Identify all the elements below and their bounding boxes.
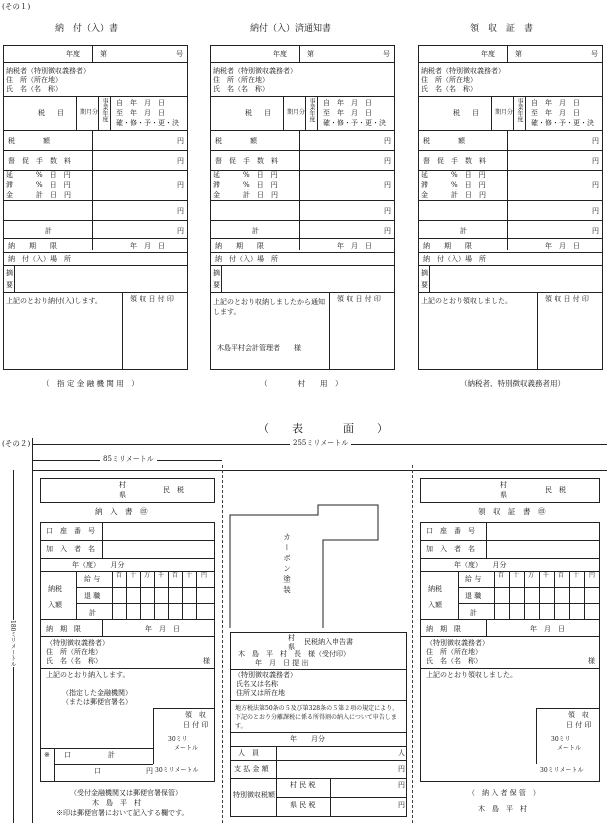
rate-row: 計 日 円 (451, 191, 486, 199)
dai-label: 第 (307, 50, 314, 58)
kin-char: 金 (421, 191, 428, 199)
digit-label: 百 (172, 572, 179, 579)
form-title: 納 付（入）書 (55, 24, 119, 34)
tekiyo-char: 摘 (213, 269, 220, 277)
payer-label: 納税者（特別徴収義務者） (213, 67, 297, 75)
kei-label: 計 (89, 609, 96, 617)
tokusoku-label: 督 促 手 数 料 (423, 157, 486, 165)
digit-label: 百 (558, 572, 565, 579)
footer-line: 木 島 平 村 (478, 805, 527, 813)
form-title: 納付（入）済通知書 (250, 24, 332, 34)
en-unit: 円 (592, 137, 599, 145)
dim-label: 30ミリメートル (540, 767, 584, 774)
kome-mark: ※ (44, 751, 50, 759)
en-unit: 円 (384, 227, 391, 235)
statement: 上記のとおり領収しました。 (426, 671, 517, 679)
top-label: (その１) (2, 2, 31, 11)
nendo-label: 年度 (273, 50, 287, 58)
statement: 上記のとおり収納しましたから通知します。 (213, 298, 325, 316)
address-label: 住所又は所在地 (236, 689, 285, 697)
nendo-label: 年度 (66, 50, 80, 58)
address-label: 住 所（所在地） (46, 648, 102, 656)
nouzei-label: 納税 (428, 585, 442, 593)
kei-label: 計 (108, 751, 115, 759)
mura-label: 村 (119, 481, 126, 489)
en-unit: 円 (177, 227, 184, 235)
nyuugaku-label: 入額 (48, 601, 62, 609)
digit-label: 円 (589, 572, 596, 579)
nengappi: 年 月 日 (530, 625, 565, 633)
en-unit: 円 (384, 157, 391, 165)
name-label: 氏 名（名 称） (46, 657, 102, 665)
stamp-label: 領 収 日 付 印 (337, 295, 381, 303)
rate-row: % 日 円 (243, 171, 278, 179)
zeigaku-label: 税 額 (423, 137, 465, 145)
zeigaku-label: 税 額 (215, 137, 257, 145)
tokucho-label: （特別徴収義務者） (426, 639, 489, 647)
ji-row: 自 年 月 日 (323, 99, 372, 107)
carbon-label: カーボン塗装 (282, 533, 292, 596)
name-label: 氏 名（名 称） (426, 657, 482, 665)
kuchi-label: 口 (64, 751, 71, 759)
noukigen-label: 納 期 限 (426, 625, 461, 633)
nendo-tsuki: 年（度） 月分 (72, 561, 125, 569)
form-frame (418, 45, 603, 370)
tekiyo-char: 摘 (421, 269, 428, 277)
go-label: 号 (383, 50, 390, 58)
stamp-label: 日 付 印 (566, 721, 592, 729)
payer-label: 納税者（特別徴収義務者） (421, 67, 505, 75)
digit-label: 十 (130, 572, 137, 579)
teishutsu: 年 月 日 提 出 (255, 659, 309, 667)
nyuugaku-label: 入額 (428, 601, 442, 609)
form-footer: （ 指 定 金 融 機 関 用 ） (42, 379, 139, 388)
mura-chou: 木 島 平 村 長 様（受付印） (238, 650, 350, 658)
en-unit: 円 (592, 207, 599, 215)
perforation (222, 465, 223, 823)
form-footer: （ 村 用 ） (260, 379, 343, 388)
en-unit: 円 (398, 801, 405, 809)
nendo-tsuki: 年（度） 月分 (454, 561, 507, 569)
form-frame (210, 45, 395, 370)
en-unit: 円 (146, 767, 153, 775)
stamp-label: 領 収 日 付 印 (130, 295, 174, 303)
dim-label: 30ミリメートル (155, 767, 199, 774)
en-unit: 円 (592, 157, 599, 165)
tekiyo-char: 要 (6, 281, 13, 289)
shinkoku-title: 民税納入申告書 (304, 638, 353, 646)
nin-unit: 人 (398, 749, 405, 757)
en-unit: 円 (384, 181, 391, 189)
address-label: 住 所（所在地） (426, 648, 482, 656)
shikyu-label: 支 払 金 額 (234, 765, 269, 773)
tekiyo-char: 要 (421, 281, 428, 289)
digit-label: 万 (144, 572, 151, 579)
tekiyo-char: 要 (213, 281, 220, 289)
nengappi: 年 月 日 (145, 625, 180, 633)
zeigaku-label: 税 額 (8, 137, 50, 145)
kenminzei-label: 県 民 税 (290, 801, 316, 809)
perforation (412, 465, 413, 823)
mura-label: 村 (500, 481, 507, 489)
width-total-label: 255ミリメートル (290, 440, 351, 447)
digit-label: 十 (513, 572, 520, 579)
statement: 上記のとおり納入します。 (46, 671, 130, 679)
en-unit: 円 (398, 781, 405, 789)
digit-label: 百 (498, 572, 505, 579)
noukigen-label: 納 期 限 (46, 625, 81, 633)
minzei-label: 民 税 (163, 486, 184, 494)
minzei-label: 民 税 (545, 486, 566, 494)
stamp-label: 日 付 印 (183, 721, 209, 729)
rate-row: % 日 円 (36, 181, 71, 189)
digit-label: 十 (186, 572, 193, 579)
digit-label: 千 (158, 572, 165, 579)
name-label: 氏 名（名 称） (6, 85, 62, 93)
place-label: 納 付（入）場 所 (8, 255, 71, 263)
tai-char: 滞 (213, 181, 220, 189)
en-unit: 円 (592, 181, 599, 189)
en-unit: 円 (177, 207, 184, 215)
kinyu-label: （指定した金融機関） (62, 689, 132, 697)
kiwake-label: 期月分 (495, 109, 514, 116)
en-unit: 円 (398, 765, 405, 773)
tai-char: 滞 (6, 181, 13, 189)
dim-label: メートル (174, 745, 199, 752)
nengappi: 年 月 日 (337, 242, 372, 250)
digit-label: 十 (573, 572, 580, 579)
en-unit: 円 (177, 137, 184, 145)
address-label: 住 所（所在地） (421, 76, 477, 84)
omote-heading: （ 表 面 ） (258, 422, 394, 435)
bottom-label: (その２) (2, 439, 31, 448)
dai-label: 第 (100, 50, 107, 58)
place-label: 納 付（入）場 所 (215, 255, 278, 263)
kubun-row: 確・修・予・更・決 (116, 119, 179, 127)
itaru-row: 至 年 月 日 (531, 109, 580, 117)
form-frame (3, 45, 188, 370)
kaikei-label: 木島平村会計管理者 様 (217, 344, 301, 352)
zei-label: 税 (38, 109, 45, 117)
noukigen-label: 納 期 限 (8, 242, 57, 250)
digit-label: 千 (543, 572, 550, 579)
kiwake-label: 期月分 (80, 109, 99, 116)
form-title: 領 収 証 書 (470, 24, 534, 34)
dim-label: メートル (557, 745, 582, 752)
kei-label: 計 (460, 227, 467, 235)
en-char: 延 (421, 171, 428, 179)
kanyu-label: 加 入 者 名 (426, 545, 475, 553)
dim-label: 30ミリ (168, 736, 188, 743)
itaru-row: 至 年 月 日 (116, 109, 165, 117)
rate-row: 計 日 円 (36, 191, 71, 199)
kubun-row: 確・修・予・更・決 (531, 119, 594, 127)
tokusoku-label: 督 促 手 数 料 (215, 157, 278, 165)
footer-line: （受付金融機関又は郵便官署保管） (70, 789, 182, 797)
nengappi: 年 月 日 (130, 242, 165, 250)
koza-label: 口 座 番 号 (46, 527, 95, 535)
tokucho-label: （特別徴収義務者） (234, 671, 297, 679)
zei-label: 税 (245, 109, 252, 117)
rate-row: 計 日 円 (243, 191, 278, 199)
kyuyo-label: 給 与 (465, 575, 482, 583)
go-label: 号 (591, 50, 598, 58)
en-unit: 円 (592, 227, 599, 235)
kei-label: 計 (252, 227, 259, 235)
tokusoku-label: 督 促 手 数 料 (8, 157, 71, 165)
tekiyo-char: 摘 (6, 269, 13, 277)
form-footer: （納税者、特別徴収義務者用） (460, 379, 565, 388)
kiwake-label: 期月分 (287, 109, 306, 116)
en-unit: 円 (384, 207, 391, 215)
kuchi-label: 口 (94, 767, 101, 775)
taishoku-label: 退 職 (84, 592, 101, 600)
jigyo-nendo-label: 事業年度 (308, 98, 315, 122)
name-label: 氏 名（名 称） (213, 85, 269, 93)
kin-char: 金 (6, 191, 13, 199)
sama-label: 様 (588, 657, 595, 665)
stamp-label: 領 収 (568, 711, 589, 719)
ji-row: 自 年 月 日 (531, 99, 580, 107)
kubun-row: 確・修・予・更・決 (323, 119, 386, 127)
height-total-label: 180ミリメートル (9, 620, 16, 668)
zei-label: 税 (453, 109, 460, 117)
tai-char: 滞 (421, 181, 428, 189)
footer-line: （ 納 入 者 保 管 ） (468, 789, 540, 797)
tokucho-label: （特別徴収義務者） (46, 639, 109, 647)
dai-label: 第 (515, 50, 522, 58)
en-char: 延 (6, 171, 13, 179)
kyuyo-label: 給 与 (84, 575, 101, 583)
ken-label: 県 (288, 643, 295, 651)
stamp-label: 領 収 日 付 印 (545, 295, 589, 303)
moku-label: 目 (472, 109, 479, 117)
month-label: 年 月分 (290, 735, 325, 743)
jigyo-nendo-label: 事業年度 (101, 98, 108, 122)
name-label: 氏名又は名称 (236, 680, 278, 688)
footer-line: 木 島 平 村 (92, 799, 141, 807)
nengappi: 年 月 日 (545, 242, 580, 250)
place-label: 納 付（入）場 所 (423, 255, 486, 263)
header-box (420, 478, 600, 503)
address-label: 住 所（所在地） (6, 76, 62, 84)
mura-label: 村 (288, 634, 295, 642)
digit-label: 百 (116, 572, 123, 579)
taishoku-label: 退 職 (465, 592, 482, 600)
width-left-label: 85ミリメートル (100, 456, 157, 463)
en-unit: 円 (177, 181, 184, 189)
digit-label: 円 (201, 572, 208, 579)
en-unit: 円 (384, 137, 391, 145)
moku-label: 目 (57, 109, 64, 117)
kinyu-label: （または郵便官署名） (62, 698, 132, 706)
ji-row: 自 年 月 日 (116, 99, 165, 107)
noukigen-label: 納 期 限 (423, 242, 472, 250)
ryoshu-title: 領 収 証 書 ㊞ (478, 507, 546, 516)
bunri-label: 特別徴収税額 (233, 791, 275, 799)
jigyo-nendo-label: 事業年度 (516, 98, 523, 122)
statement: 上記のとおり領収しました。 (421, 297, 512, 305)
name-label: 氏 名（名 称） (421, 85, 477, 93)
ken-label: 県 (500, 491, 507, 499)
payer-label: 納税者（特別徴収義務者） (6, 67, 90, 75)
kei-label: 計 (470, 609, 477, 617)
rate-row: % 日 円 (451, 171, 486, 179)
ken-label: 県 (119, 491, 126, 499)
digit-label: 万 (528, 572, 535, 579)
en-unit: 円 (177, 157, 184, 165)
nyuusho-title: 納 入 書 ㊞ (95, 507, 148, 516)
kei-label: 計 (45, 227, 52, 235)
law-text: 地方税法第50条の５及び第328条の５第２項の規定により、下記のとおり分離課税に係る所得割の納入について申告します。 (235, 705, 399, 730)
noukigen-label: 納 期 限 (215, 242, 264, 250)
header-box (40, 478, 215, 503)
carbon-outline (228, 500, 408, 630)
rate-row: % 日 円 (243, 181, 278, 189)
footer-line: ※印は郵便官署において記入する欄です。 (56, 809, 189, 817)
kin-char: 金 (213, 191, 220, 199)
kanyu-label: 加 入 者 名 (46, 545, 95, 553)
nendo-label: 年度 (481, 50, 495, 58)
moku-label: 目 (264, 109, 271, 117)
rate-row: % 日 円 (36, 171, 71, 179)
jinin-label: 人 員 (238, 749, 259, 757)
itaru-row: 至 年 月 日 (323, 109, 372, 117)
nouzei-label: 納税 (48, 585, 62, 593)
sonminzei-label: 村 民 税 (290, 781, 316, 789)
rate-row: % 日 円 (451, 181, 486, 189)
address-label: 住 所（所在地） (213, 76, 269, 84)
statement: 上記のとおり納付(入)します。 (6, 297, 102, 305)
go-label: 号 (176, 50, 183, 58)
en-char: 延 (213, 171, 220, 179)
sama-label: 様 (203, 657, 210, 665)
koza-label: 口 座 番 号 (426, 527, 475, 535)
dim-label: 30ミリ (551, 736, 571, 743)
stamp-label: 領 収 (185, 711, 206, 719)
